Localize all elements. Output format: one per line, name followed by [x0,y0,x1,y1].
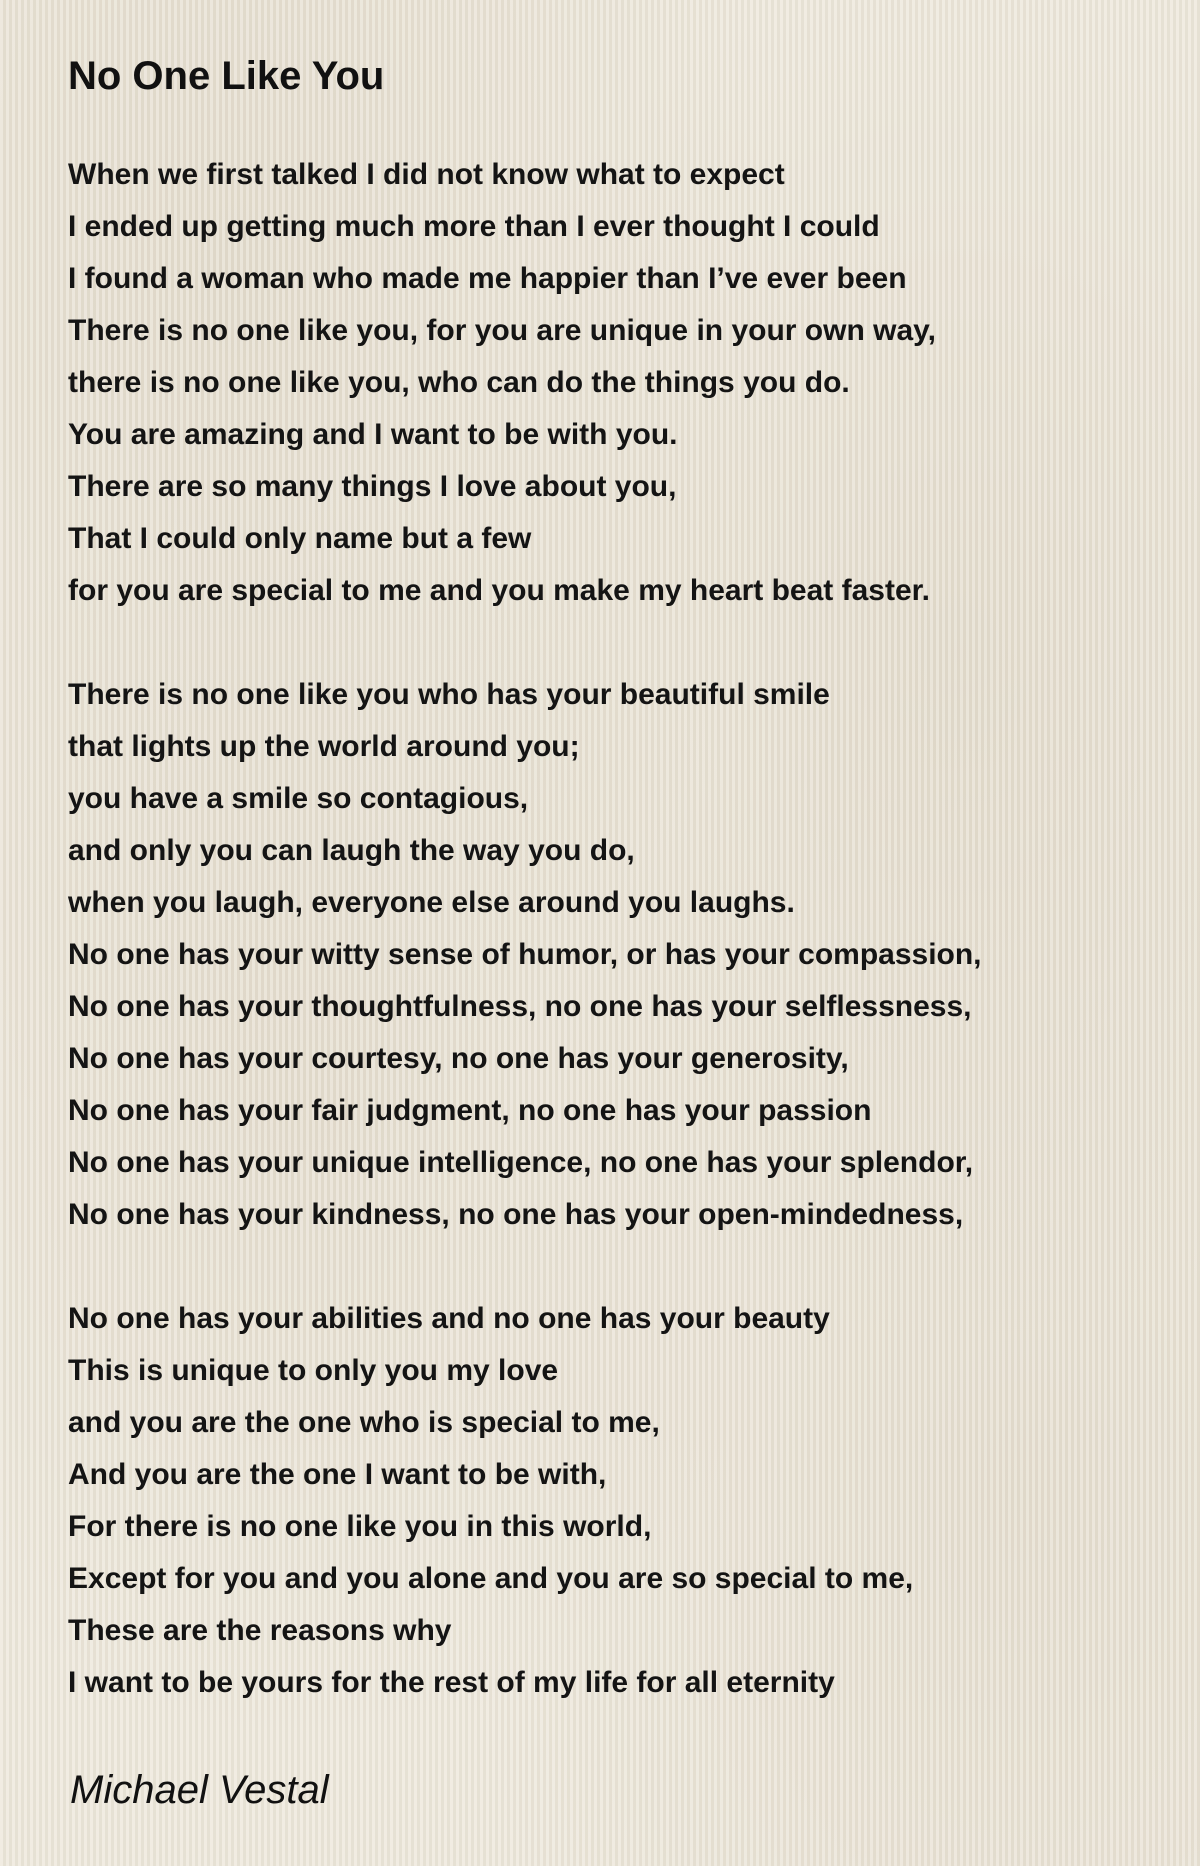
poem-line: I found a woman who made me happier than I’ve ever been [68,262,907,295]
stanza-2 [68,669,1168,1241]
stanza-3 [68,1293,1168,1709]
poem-line: for you are special to me and you make my heart beat faster. [68,574,930,607]
poem-line: That I could only name but a few [68,522,532,555]
poem-title: No One Like You [68,54,385,98]
poem-line: There is no one like you, for you are unique in your own way, [68,314,936,347]
poem-line: There is no one like you who has your beautiful smile [68,678,830,711]
poem-line: when you laugh, everyone else around you laughs. [68,886,795,919]
poem-line: I ended up getting much more than I ever thought I could [68,210,880,243]
poem-line: and only you can laugh the way you do, [68,834,635,867]
poem-line: No one has your fair judgment, no one has your passion [68,1094,872,1127]
poem-line: No one has your thoughtfulness, no one has your selflessness, [68,990,972,1023]
poem-line: you have a smile so contagious, [68,782,529,815]
poem-line: Except for you and you alone and you are so special to me, [68,1562,914,1595]
poem-line: there is no one like you, who can do the things you do. [68,366,850,399]
poem-line: No one has your kindness, no one has your open-mindedness, [68,1198,964,1231]
poem-line: and you are the one who is special to me, [68,1406,660,1439]
poem-body [68,149,1168,1761]
poem-line: There are so many things I love about you, [68,470,677,503]
poem-line: No one has your unique intelligence, no one has your splendor, [68,1146,974,1179]
stanza-1 [68,149,1168,617]
poem-line: These are the reasons why [68,1614,452,1647]
poem-line: When we first talked I did not know what to expect [68,158,785,191]
poem-line: No one has your courtesy, no one has your generosity, [68,1042,849,1075]
poem-line: No one has your abilities and no one has your beauty [68,1302,830,1335]
poem-line: that lights up the world around you; [68,730,580,763]
poem-line: You are amazing and I want to be with you. [68,418,678,451]
poem-author: Michael Vestal [70,1768,329,1812]
poem-line: For there is no one like you in this world, [68,1510,652,1543]
poem-line: And you are the one I want to be with, [68,1458,607,1491]
poem-line: No one has your witty sense of humor, or has your compassion, [68,938,982,971]
poem-line: This is unique to only you my love [68,1354,559,1387]
poem-line: I want to be yours for the rest of my life for all eternity [68,1666,835,1699]
